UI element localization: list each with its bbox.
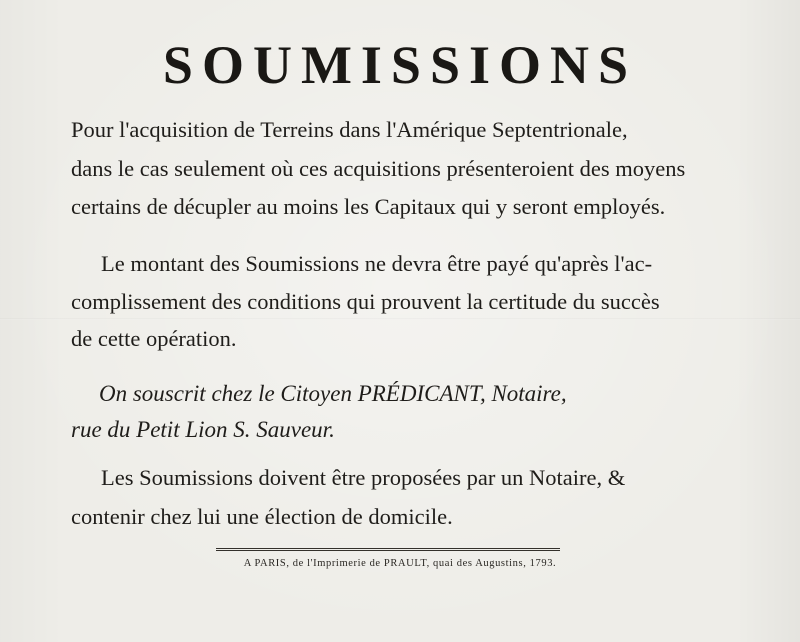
paragraph-2-line-1: Le montant des Soumissions ne devra être payé qu'après l'ac- [101, 251, 653, 276]
paragraph-3-line-1: On souscrit chez le Citoyen PRÉDICANT, Notaire, [99, 381, 567, 406]
paper-fold [0, 318, 800, 320]
paragraph-4-line-2: contenir chez lui une élection de domicile. [71, 504, 453, 529]
paragraph-1-line-3: certains de décupler au moins les Capitaux qui y seront employés. [71, 194, 666, 219]
paragraph-1-line-2: dans le cas seulement où ces acquisitions présenteroient des moyens [71, 156, 686, 181]
paragraph-2-line-2: complissement des conditions qui prouvent la certitude du succès [71, 289, 660, 314]
poster-title: SOUMISSIONS [162, 35, 638, 95]
imprint-rule [216, 548, 560, 551]
printer-imprint: A PARIS, de l'Imprimerie de PRAULT, quai des Augustins, 1793. [243, 558, 557, 569]
paragraph-2-line-3: de cette opération. [71, 326, 237, 351]
paragraph-4-line-1: Les Soumissions doivent être proposées par un Notaire, & [101, 465, 626, 490]
paragraph-3-line-2: rue du Petit Lion S. Sauveur. [71, 417, 335, 442]
paragraph-1-line-1: Pour l'acquisition de Terreins dans l'Amérique Septentrionale, [71, 117, 628, 142]
